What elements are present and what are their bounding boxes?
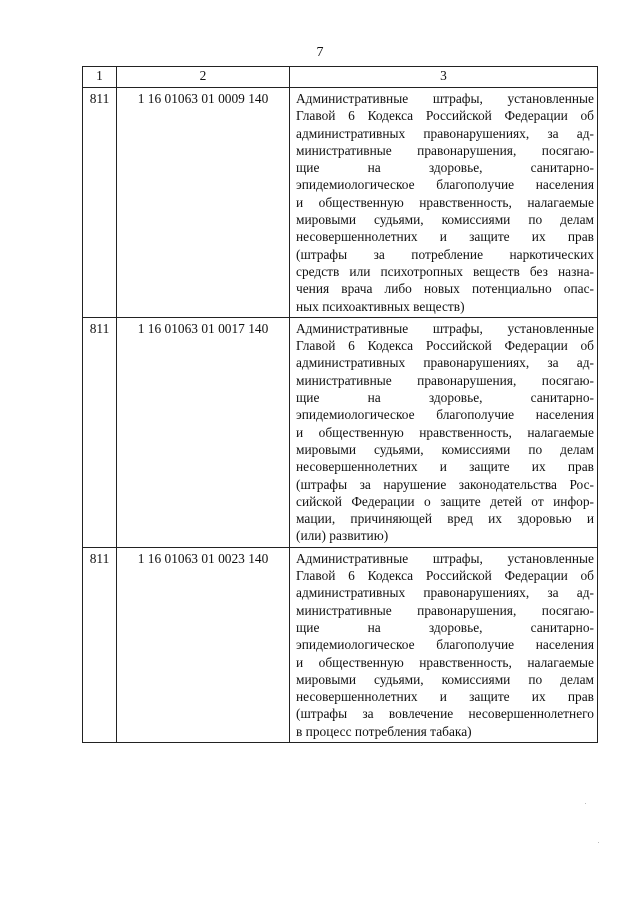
description-line: средств или психотропных веществ без назна- bbox=[296, 263, 594, 279]
description-line: в процесс потребления табака) bbox=[296, 723, 472, 739]
description-line: мировыми судьями, комиссиями по делам bbox=[296, 212, 594, 228]
description-line: административных правонарушениях, за ад- bbox=[296, 355, 594, 371]
admin-code-cell: 811 bbox=[83, 547, 117, 742]
description-line: и общественную нравственность, налагаемые bbox=[296, 654, 594, 670]
description-line: несовершеннолетних и защите их прав bbox=[296, 689, 594, 705]
description-line: Главой 6 Кодекса Российской Федерации об bbox=[296, 568, 594, 584]
admin-code-cell: 811 bbox=[83, 317, 117, 547]
description-cell bbox=[290, 547, 598, 742]
budget-code-cell: 1 16 01063 01 0023 140 bbox=[117, 547, 290, 742]
table-header-row bbox=[83, 67, 598, 88]
page-number: 7 bbox=[316, 45, 324, 60]
description-cell bbox=[290, 317, 598, 547]
description-line: (штрафы за потребление наркотических bbox=[296, 246, 594, 262]
description-line: и общественную нравственность, налагаемые bbox=[296, 194, 594, 210]
budget-code-cell: 1 16 01063 01 0017 140 bbox=[117, 317, 290, 547]
description-line: мации, причиняющей вред их здоровью и bbox=[296, 511, 594, 527]
description-line: Административные штрафы, установленные bbox=[296, 320, 594, 336]
description-line: несовершеннолетних и защите их прав bbox=[296, 459, 594, 475]
description-line: щие на здоровье, санитарно- bbox=[296, 619, 594, 635]
description-line: и общественную нравственность, налагаемые bbox=[296, 424, 594, 440]
description-line: эпидемиологическое благополучие населения bbox=[296, 177, 594, 193]
scan-speck bbox=[585, 803, 586, 804]
description-line: административных правонарушениях, за ад- bbox=[296, 585, 594, 601]
description-line: министративные правонарушения, посягаю- bbox=[296, 372, 594, 388]
table-row bbox=[83, 317, 598, 547]
description-line: Главой 6 Кодекса Российской Федерации об bbox=[296, 108, 594, 124]
description-line: (штрафы за вовлечение несовершеннолетнего bbox=[296, 706, 594, 722]
scan-speck bbox=[598, 842, 599, 843]
description-line: (или) развитию) bbox=[296, 528, 389, 544]
description-line: мировыми судьями, комиссиями по делам bbox=[296, 671, 594, 687]
description-line: министративные правонарушения, посягаю- bbox=[296, 142, 594, 158]
column-header-2: 2 bbox=[117, 67, 290, 88]
description-line: щие на здоровье, санитарно- bbox=[296, 390, 594, 406]
description-line: эпидемиологическое благополучие населения bbox=[296, 637, 594, 653]
description-line: Административные штрафы, установленные bbox=[296, 91, 594, 106]
description-line: сийской Федерации о защите детей от инфор- bbox=[296, 493, 594, 509]
description-line: министративные правонарушения, посягаю- bbox=[296, 602, 594, 618]
table-row bbox=[83, 88, 598, 318]
column-header-3: 3 bbox=[290, 67, 598, 88]
column-header-1: 1 bbox=[83, 67, 117, 88]
description-line: административных правонарушениях, за ад- bbox=[296, 125, 594, 141]
description-line: эпидемиологическое благополучие населения bbox=[296, 407, 594, 423]
description-line: мировыми судьями, комиссиями по делам bbox=[296, 441, 594, 457]
description-line: Главой 6 Кодекса Российской Федерации об bbox=[296, 338, 594, 354]
description-line: ных психоактивных веществ) bbox=[296, 298, 465, 314]
description-line: (штрафы за нарушение законодательства Рос- bbox=[296, 476, 594, 492]
description-line: щие на здоровье, санитарно- bbox=[296, 160, 594, 176]
description-line: чения врача либо новых потенциально опас- bbox=[296, 281, 594, 297]
budget-code-cell: 1 16 01063 01 0009 140 bbox=[117, 88, 290, 318]
description-cell bbox=[290, 88, 598, 318]
description-line: несовершеннолетних и защите их прав bbox=[296, 229, 594, 245]
budget-codes-table bbox=[82, 66, 598, 743]
table-row bbox=[83, 547, 598, 742]
admin-code-cell: 811 bbox=[83, 88, 117, 318]
description-line: Административные штрафы, установленные bbox=[296, 550, 594, 566]
